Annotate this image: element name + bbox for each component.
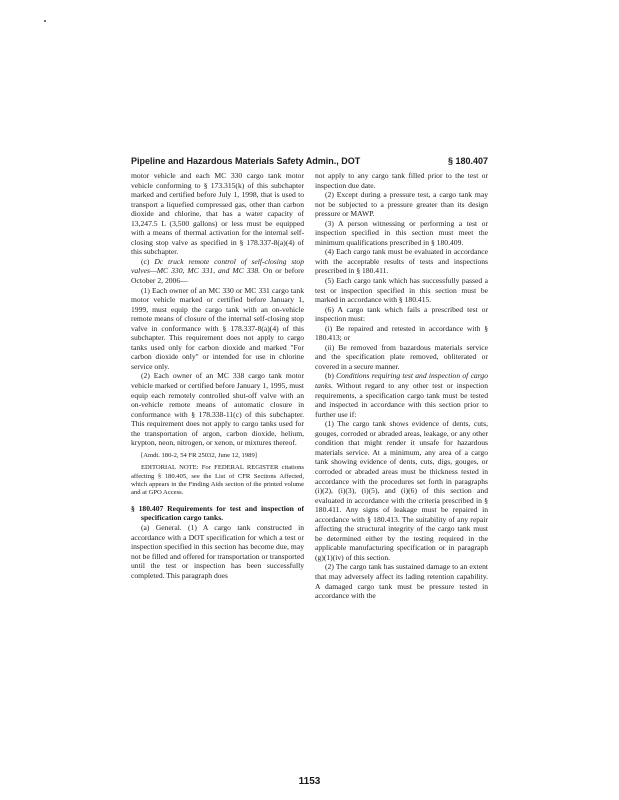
paragraph: (1) The cargo tank shows evidence of dents, cuts, gouges, corroded or abraded areas, leakage, or any other condition that might render it unsafe for hazardous materials service. At a minimum, any area of a cargo tank showing evidence of dents, cuts, digs, gouges, or corroded or abraded areas must be thickness tested in accordance with the procedures set forth in paragraphs (i)(2), (i)(3), (i)(5), and (i)(6) of this section and evaluated in accordance with the criteria prescribed in § 180.411. Any signs of leakage must be repaired in accordance with § 180.413. The suitability of any repair affecting the structural integrity of the cargo tank must be determined either by the testing required in the applicable manufacturing specification or in paragraph (g)(1)(iv) of this section. xyxy=(315,419,488,562)
page-number: 1153 xyxy=(298,776,321,787)
paragraph-text: Without regard to any other test or inspection requirements, a specification cargo tank must be tested and inspected in accordance with this section prior to further use if: xyxy=(315,381,488,419)
paragraph: (3) A person witnessing or performing a test or inspection specified in this section must meet the minimum qualifications prescribed in § 180.409. xyxy=(315,218,488,247)
section-heading xyxy=(131,504,304,523)
scan-speck xyxy=(44,20,46,22)
amendment-citation: [Amdt. 180-2, 54 FR 25032, June 12, 1989] xyxy=(141,451,257,459)
section-number: § 180.407 xyxy=(131,503,164,513)
paragraph-lead: (b) xyxy=(325,371,334,381)
header-title: Pipeline and Hazardous Materials Safety Admin., DOT xyxy=(131,156,361,166)
paragraph: not apply to any cargo tank filled prior to the test or inspection due date. xyxy=(315,171,488,190)
paragraph: (i) Be repaired and retested in accordance with § 180.413; or xyxy=(315,323,488,343)
paragraph-text: On or before October 2, 2006— xyxy=(131,266,304,286)
paragraph: (2) Except during a pressure test, a cargo tank may not be subjected to a pressure greater than its design pressure or MAWP. xyxy=(315,190,488,219)
paragraph: (6) A cargo tank which fails a prescribed test or inspection must: xyxy=(315,304,488,324)
paragraph: (5) Each cargo tank which has successfully passed a test or inspection specified in this section must be marked in accordance with § 180.415. xyxy=(315,276,488,305)
paragraph: (1) Each owner of an MC 330 or MC 331 cargo tank motor vehicle marked or certified before January 1, 1999, must equip the cargo tank with an on-vehicle remote means of closure of the internal self-closing stop valve in conformance with § 178.337-8(a)(4) of this subchapter. This requirement does not apply to cargo tanks used only for carbon dioxide and marked "For carbon dioxide only" or intended for use in chlorine service only. xyxy=(131,285,304,371)
right-column xyxy=(315,171,488,601)
paragraph-b xyxy=(315,371,488,419)
paragraph: (4) Each cargo tank must be evaluated in accordance with the acceptable results of tests and inspections prescribed in § 180.411. xyxy=(315,247,488,276)
paragraph-italic-title: Dc truck remote control of self-closing stop valves—MC 330, MC 331, and MC 338. xyxy=(131,256,304,276)
running-header xyxy=(131,156,488,168)
section-title: Requirements for test and inspection of specification cargo tanks. xyxy=(141,503,304,523)
paragraph: (ii) Be removed from hazardous materials service and the specification plate removed, obliterated or covered in a secure manner. xyxy=(315,342,488,371)
header-section: § 180.407 xyxy=(447,156,488,166)
paragraph-lead: (c) xyxy=(141,256,150,266)
left-column xyxy=(131,171,304,580)
editorial-note: EDITORIAL NOTE: For FEDERAL REGISTER citations affecting § 180.405, see the List of CFR Sections Affected, which appears in the Finding Aids section of the printed volume and at GPO Access. xyxy=(131,464,304,497)
paragraph-c xyxy=(131,257,304,286)
paragraph: (2) The cargo tank has sustained damage to an extent that may adversely affect its lading retention capability. A damaged cargo tank must be pressure tested in accordance with the xyxy=(315,562,488,601)
paragraph-italic-title: Conditions requiring test and inspection of cargo tanks. xyxy=(315,371,488,391)
paragraph: motor vehicle and each MC 330 cargo tank motor vehicle conforming to § 173.315(k) of this subchapter marked and certified before July 1, 1998, that is used to transport a liquefied compressed gas, other than carbon dioxide and chlorine, that has a water capacity of 13,247.5 L (3,500 gallons) or less must be equipped with a means of thermal activation for the internal self-closing stop valve as specified in § 178.337-8(a)(4) of this subchapter. xyxy=(131,171,304,257)
paragraph: (2) Each owner of an MC 338 cargo tank motor vehicle marked or certified before January 1, 1995, must equip each remotely controlled shut-off valve with an on-vehicle remote means of automatic closure in conformance with § 178.338-11(c) of this subchapter. This requirement does not apply to cargo tanks used for the transportation of argon, carbon dioxide, helium, krypton, neon, nitrogen, or xenon, or mixtures thereof. xyxy=(131,371,304,448)
paragraph: (a) General. (1) A cargo tank constructed in accordance with a DOT specification for which a test or inspection specified in this section has become due, may not be filled and offered for transportation or transported until the test or inspection has been successfully completed. This paragraph does xyxy=(131,522,304,580)
